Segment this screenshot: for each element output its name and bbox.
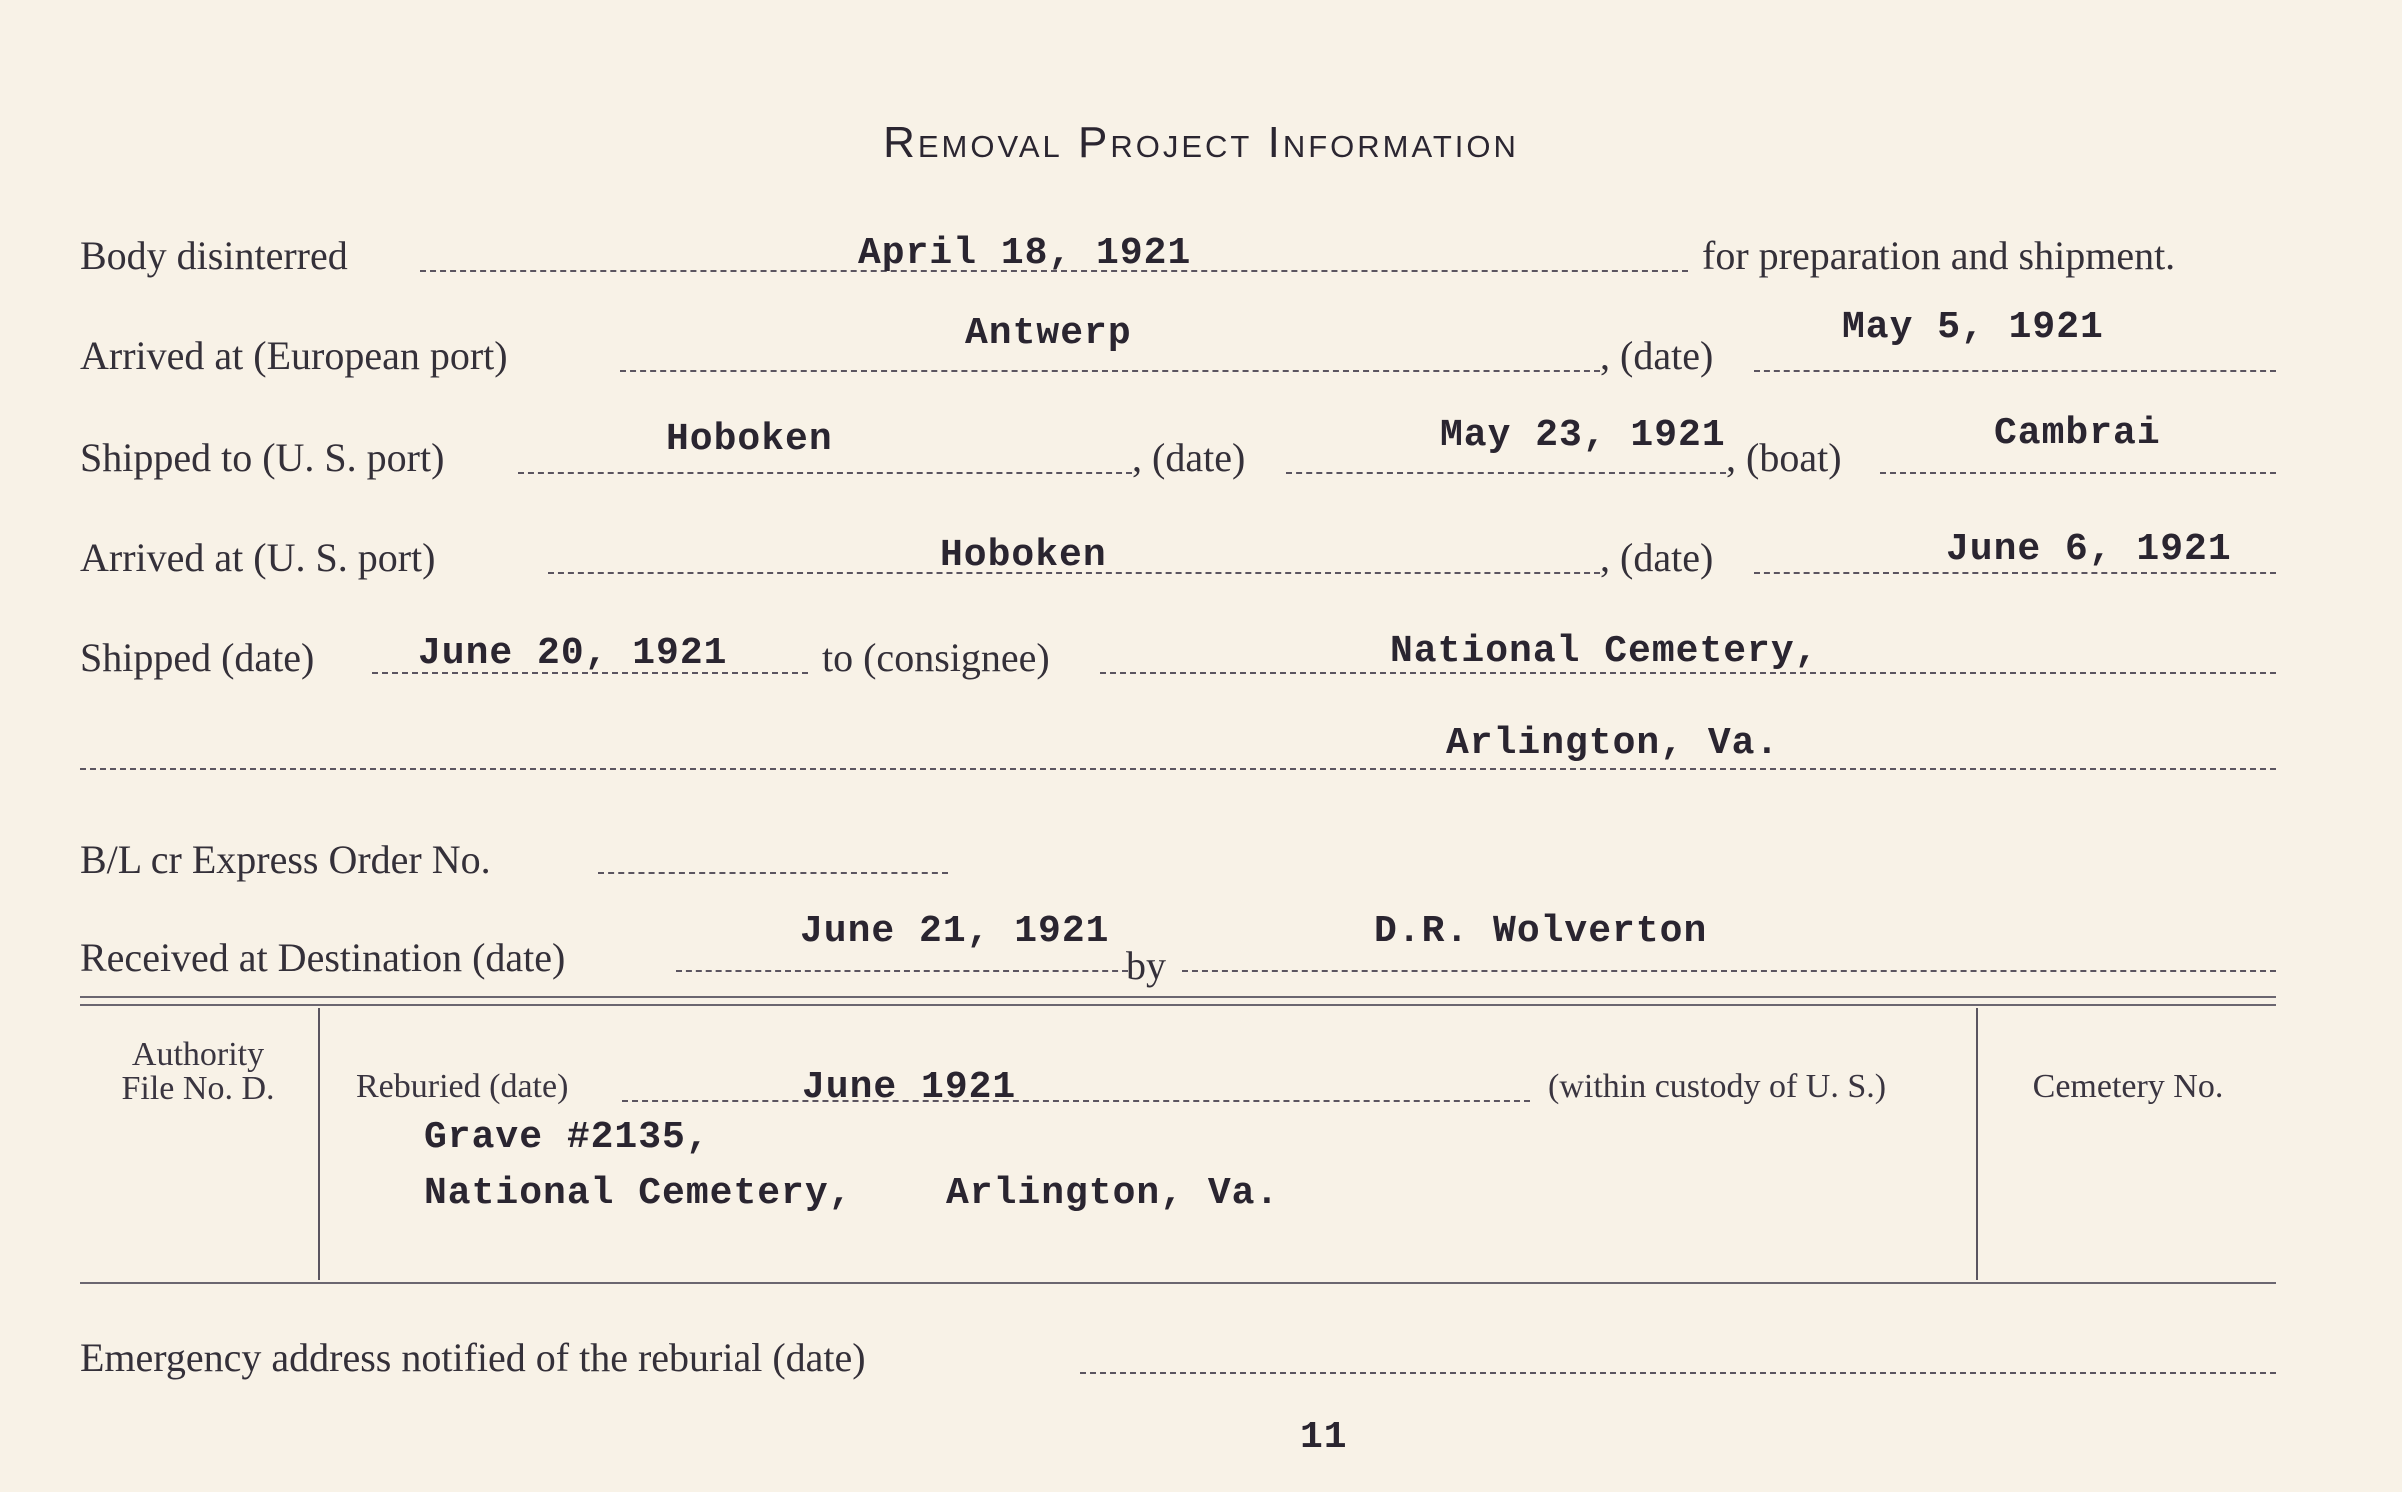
authority-line1: Authority <box>131 1036 265 1073</box>
arrived-european-date-label: , (date) <box>1600 333 1714 378</box>
reburied-date-line <box>622 1100 1530 1102</box>
emergency-label: Emergency address notified of the reburial (date) <box>80 1335 866 1380</box>
reburied-date: June 1921 <box>802 1066 1017 1109</box>
shipped-us-boat: Cambrai <box>1994 412 2161 455</box>
consignee-line1: National Cemetery, <box>1390 630 1819 673</box>
arrived-us-date: June 6, 1921 <box>1946 528 2232 571</box>
box-bottom-rule <box>80 1282 2276 1284</box>
arrived-us-label: Arrived at (U. S. port) <box>80 535 436 580</box>
consignee-line2: Arlington, Va. <box>1446 722 1780 765</box>
bl-order-line <box>598 872 948 874</box>
box-top-rule-2 <box>80 1004 2276 1006</box>
box-divider-right <box>1976 1008 1978 1280</box>
reburied-location: Arlington, Va. <box>946 1172 1280 1215</box>
received-by: D.R. Wolverton <box>1374 910 1708 953</box>
body-disinterred-value: April 18, 1921 <box>858 232 1192 275</box>
shipped-us-date-label: , (date) <box>1132 435 1246 480</box>
footer-number: 11 <box>1300 1416 1348 1459</box>
box-divider-left <box>318 1008 320 1280</box>
shipped-us-port: Hoboken <box>666 418 833 461</box>
box-top-rule-1 <box>80 996 2276 998</box>
emergency-line <box>1080 1372 2276 1374</box>
shipped-date: June 20, 1921 <box>418 632 728 675</box>
reburied-grave: Grave #2135, <box>424 1116 710 1159</box>
arrived-us-date-line <box>1754 572 2276 574</box>
arrived-european-port: Antwerp <box>965 312 1132 355</box>
consignee-label: to (consignee) <box>822 635 1050 680</box>
cemetery-no-label: Cemetery No. <box>2032 1068 2224 1105</box>
shipped-us-boat-label: , (boat) <box>1726 435 1842 480</box>
authority-line2: File No. D. <box>121 1070 275 1107</box>
arrived-european-port-line <box>620 370 1600 372</box>
page-title: Removal Project Information <box>883 118 1519 167</box>
shipped-us-label: Shipped to (U. S. port) <box>80 435 445 480</box>
shipped-label: Shipped (date) <box>80 635 315 680</box>
arrived-us-date-label: , (date) <box>1600 535 1714 580</box>
consignee-line-2 <box>80 768 2276 770</box>
body-disinterred-label: Body disinterred <box>80 233 348 278</box>
arrived-european-label: Arrived at (European port) <box>80 333 508 378</box>
shipped-us-date-line <box>1286 472 1726 474</box>
reburied-custody: (within custody of U. S.) <box>1548 1068 1887 1105</box>
arrived-european-date-line <box>1754 370 2276 372</box>
shipped-us-port-line <box>518 472 1132 474</box>
received-date: June 21, 1921 <box>800 910 1110 953</box>
bl-order-label: B/L cr Express Order No. <box>80 837 491 882</box>
reburied-cemetery: National Cemetery, <box>424 1172 853 1215</box>
arrived-us-port: Hoboken <box>940 534 1107 577</box>
shipped-us-boat-line <box>1880 472 2276 474</box>
body-disinterred-suffix: for preparation and shipment. <box>1702 233 2176 278</box>
received-date-line <box>676 970 1128 972</box>
reburied-label: Reburied (date) <box>356 1068 569 1105</box>
received-by-label: by <box>1126 943 1166 988</box>
shipped-us-date: May 23, 1921 <box>1440 414 1726 457</box>
received-label: Received at Destination (date) <box>80 935 566 980</box>
arrived-european-date: May 5, 1921 <box>1842 306 2104 349</box>
received-by-line <box>1182 970 2276 972</box>
